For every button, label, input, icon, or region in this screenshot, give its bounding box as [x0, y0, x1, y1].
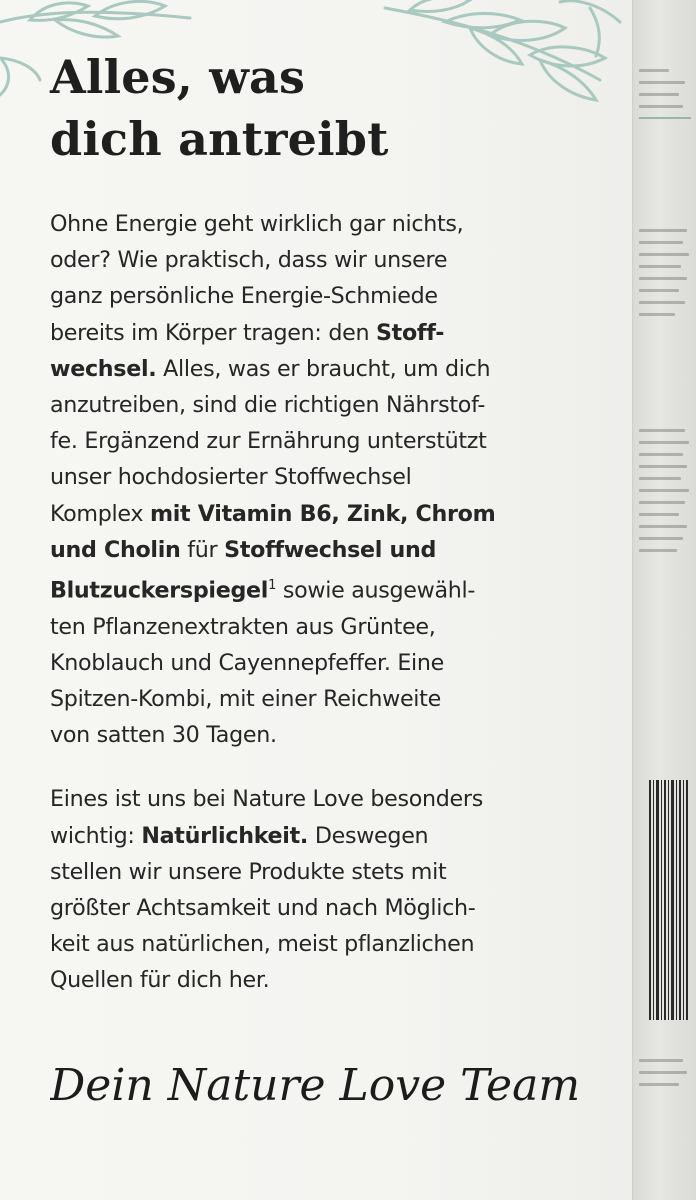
text-span: wichtig: — [50, 822, 142, 849]
box-side-panel — [632, 0, 696, 1200]
barcode-icon — [647, 780, 689, 1020]
bold-text: Stoffwechsel und — [224, 536, 437, 563]
signature-text: Dein Nature Love Team — [50, 1060, 581, 1111]
text-line — [50, 568, 610, 609]
text-span: Komplex — [50, 500, 150, 527]
headline-line-2: dich antreibt — [50, 112, 389, 166]
bold-text: Natürlichkeit. — [141, 822, 309, 849]
bold-text: wechsel. — [50, 355, 157, 382]
side-info-block — [639, 60, 691, 125]
text-line: keit aus natürlichen, meist pflanzlichen — [50, 931, 475, 958]
text-line: Knoblauch und Cayennepfeffer. Eine — [50, 649, 445, 676]
text-span: Alles, was er braucht, um dich — [156, 355, 491, 382]
signature — [50, 1050, 590, 1120]
side-notes-block — [639, 420, 691, 561]
text-line: Eines ist uns bei Nature Love besonders — [50, 786, 483, 813]
text-line: anzutreiben, sind die richtigen Nährstof- — [50, 392, 486, 419]
text-line: fe. Ergänzend zur Ernährung unterstützt — [50, 428, 487, 455]
footnote-marker: 1 — [268, 578, 277, 594]
body-text — [50, 206, 610, 999]
paragraph-1 — [50, 206, 610, 753]
bold-text: Blutzuckerspiegel — [50, 577, 269, 604]
text-span: Deswegen — [308, 822, 429, 849]
text-line — [50, 351, 610, 387]
text-line: von satten 30 Tagen. — [50, 722, 277, 749]
bold-text: Stoff- — [375, 319, 445, 346]
text-line: ten Pflanzenextrakten aus Grüntee, — [50, 613, 436, 640]
side-ingredients-block — [639, 220, 691, 325]
headline-line-1: Alles, was — [50, 50, 306, 104]
text-line: größter Achtsamkeit und nach Möglich- — [50, 895, 476, 922]
text-line: Ohne Energie geht wirklich gar nichts, — [50, 211, 464, 237]
text-span: sowie ausgewähl- — [276, 577, 476, 604]
text-line: Quellen für dich her. — [50, 967, 270, 994]
text-line — [50, 532, 610, 568]
side-address-block — [639, 1050, 691, 1095]
text-line: unser hochdosierter Stoffwechsel — [50, 464, 412, 491]
text-line: stellen wir unsere Produkte stets mit — [50, 858, 447, 885]
text-span: für — [180, 536, 225, 563]
bold-text: und Cholin — [50, 536, 181, 563]
text-line — [50, 315, 610, 351]
text-line — [50, 818, 610, 854]
text-span: bereits im Körper tragen: den — [50, 319, 376, 346]
paragraph-2 — [50, 781, 610, 998]
bold-text: mit Vitamin B6, Zink, Chrom — [149, 500, 496, 527]
headline — [50, 46, 610, 170]
text-line: Spitzen-Kombi, mit einer Reichweite — [50, 686, 441, 713]
text-line: ganz persönliche Energie-Schmiede — [50, 283, 438, 310]
text-line: oder? Wie praktisch, dass wir unsere — [50, 247, 448, 274]
text-line — [50, 496, 610, 532]
